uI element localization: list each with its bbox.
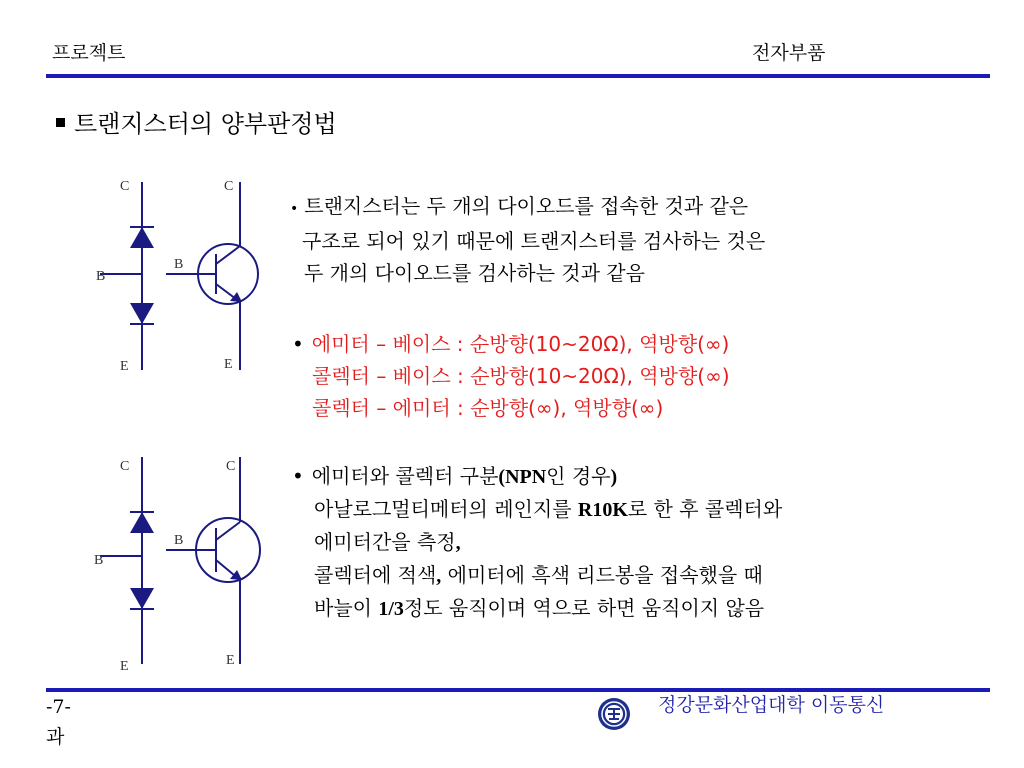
block3-line-2	[292, 493, 782, 526]
block3-text: 아날로그멀티메터의 레인지를	[314, 497, 578, 521]
diagram1-c-left: C	[120, 179, 130, 194]
block3-npn: (NPN	[498, 466, 547, 488]
bullet: •	[290, 201, 299, 217]
footer-institution: 정강문화산업대학 이동통신	[658, 694, 885, 716]
block2-line-3: 콜렉터 – 에미터 : 순방향(∞), 역방향(∞)	[312, 396, 664, 420]
header-left: 프로젝트	[52, 42, 126, 64]
block3-line-3	[292, 526, 782, 559]
diagram2-b-left: B	[94, 553, 104, 568]
diagram2-e-right: E	[226, 653, 235, 668]
block3-text: 정도 움직이며 역으로 하면 움직이지 않음	[403, 596, 765, 620]
transistor-diagram-bottom	[80, 452, 280, 677]
block3-range: R10K	[577, 499, 628, 521]
diagram1-b-right: B	[174, 257, 184, 272]
diagram2-c-left: C	[120, 459, 130, 474]
block3-text: 인 경우	[546, 464, 611, 488]
diagram1-e-left: E	[120, 359, 129, 374]
block3-text: 로 한 후 콜렉터와	[627, 497, 783, 521]
text-block-resistance-values	[292, 328, 730, 424]
block3-paren: )	[610, 466, 618, 488]
block2-text-1: 에미터 – 베이스 : 순방향(10~20Ω), 역방향(∞)	[311, 332, 730, 356]
bullet: •	[292, 332, 304, 356]
diagram2-b-right: B	[174, 533, 184, 548]
block3-text: 에미터간을 측정	[314, 530, 456, 554]
block3-line-5	[292, 592, 782, 625]
block3-line-4	[292, 559, 782, 592]
title-bullet	[56, 118, 65, 127]
top-rule	[46, 74, 990, 78]
block3-comma: ,	[455, 532, 461, 554]
diagram1-b-left: B	[96, 269, 106, 284]
block2-line-1	[292, 328, 730, 360]
college-logo-icon	[597, 697, 631, 731]
block1-text-1: 트랜지스터는 두 개의 다이오드를 접속한 것과 같은	[304, 194, 749, 218]
block3-text: 콜렉터에 적색	[314, 563, 437, 587]
text-block-emitter-collector	[292, 460, 782, 625]
block3-text: 바늘이	[314, 596, 379, 620]
text-block-transistor-structure	[290, 190, 765, 289]
diagram2-c-right: C	[226, 459, 236, 474]
footer-dept: 과	[46, 726, 65, 748]
slide-title	[56, 104, 337, 139]
diagram2-e-left: E	[120, 659, 129, 674]
footer-page	[46, 692, 71, 752]
page-number: -7-	[46, 696, 71, 718]
header-right: 전자부품	[752, 42, 826, 64]
block1-line-3: 두 개의 다이오드를 검사하는 것과 같음	[304, 261, 645, 285]
block1-line-2: 구조로 되어 있기 때문에 트랜지스터를 검사하는 것은	[302, 229, 766, 253]
diagram1-c-right: C	[224, 179, 234, 194]
block3-text: 에미터와 콜렉터 구분	[311, 464, 499, 488]
block2-line-2: 콜렉터 – 베이스 : 순방향(10~20Ω), 역방향(∞)	[312, 364, 730, 388]
diagram1-e-right: E	[224, 357, 233, 372]
block3-fraction: 1/3	[378, 598, 404, 620]
transistor-diagram-top	[80, 170, 280, 380]
block3-comma: ,	[436, 565, 442, 587]
block3-text: 에미터에 흑색 리드봉을 접속했을 때	[441, 563, 763, 587]
bullet: •	[292, 464, 304, 488]
title-text: 트랜지스터의 양부판정법	[74, 110, 337, 138]
block1-line-1	[290, 190, 765, 225]
block3-line-1	[292, 460, 782, 493]
